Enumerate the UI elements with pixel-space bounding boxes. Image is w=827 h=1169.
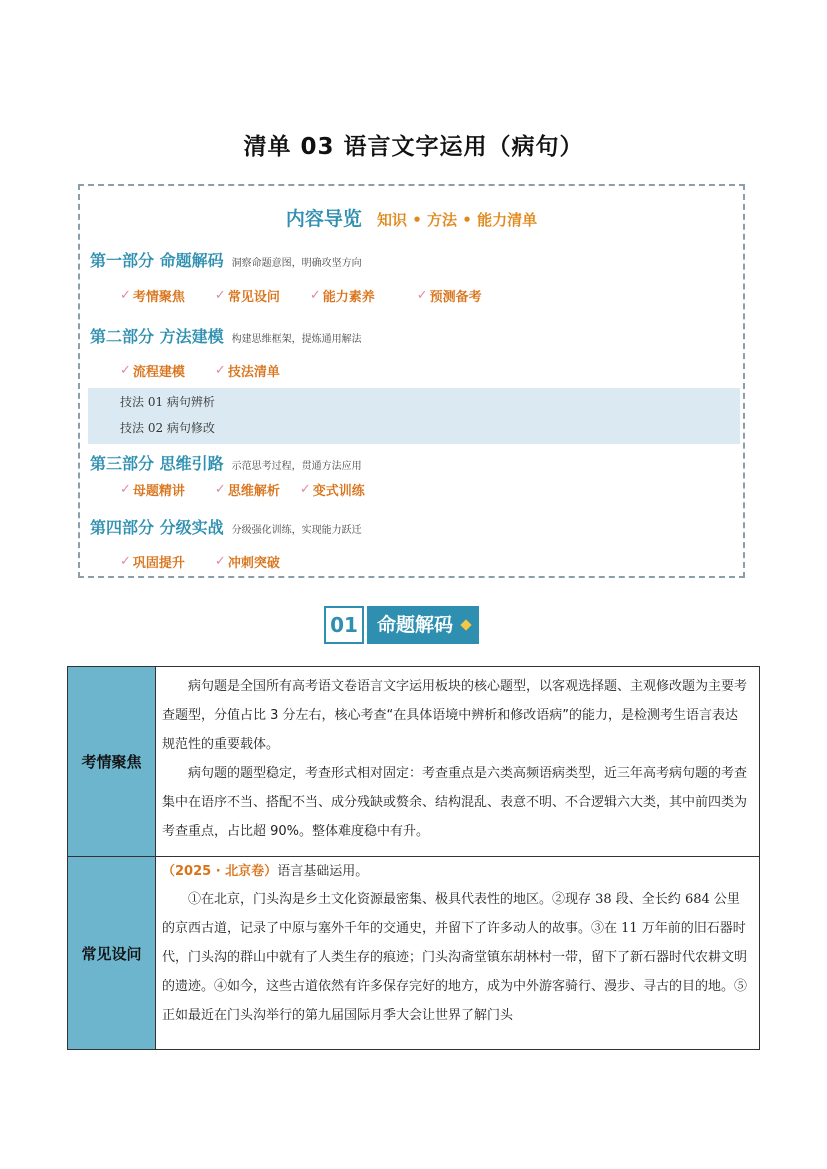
- check-icon: ✓: [120, 363, 131, 378]
- question-source: [162, 859, 749, 885]
- nav-item[interactable]: ✓ 常见设问: [214, 288, 280, 305]
- table-row: [68, 857, 760, 1050]
- overview-heading: [80, 204, 743, 231]
- part-3-desc: 示范思考过程，贯通方法应用: [231, 461, 362, 472]
- nav-item[interactable]: ✓ 变式训练: [299, 482, 365, 499]
- row-header: 考情聚焦: [68, 667, 156, 857]
- paragraph: 病句题的题型稳定，考查形式相对固定：考查重点是六类高频语病类型，近三年高考病句题的考查集中在语序不当、搭配不当、成分残缺或赘余、结构混乱、表意不明、不合逻辑六大类，其中前四类为考查重点，占比超 90%。整体难度稳中有升。: [162, 766, 748, 839]
- part-1-desc: 洞察命题意图，明确攻坚方向: [231, 258, 362, 269]
- nav-item[interactable]: ✓ 思维解析: [214, 482, 280, 499]
- nav-item[interactable]: ✓ 能力素养: [309, 288, 375, 305]
- part-3-items: [120, 480, 395, 499]
- skill-item[interactable]: 技法 02 病句修改: [120, 421, 215, 435]
- part-2-desc: 构建思维框架，提炼通用解法: [231, 334, 362, 345]
- part-1-name: 第一部分 命题解码: [90, 251, 224, 270]
- check-icon: ✓: [120, 482, 131, 497]
- nav-item[interactable]: ✓ 流程建模: [120, 363, 185, 380]
- question-stem: 语言基础运用。: [277, 864, 369, 879]
- nav-item[interactable]: ✓ 母题精讲: [120, 482, 185, 499]
- part-4: [90, 515, 362, 538]
- section-label: 命题解码: [367, 606, 479, 644]
- table-row: [68, 667, 760, 857]
- passage-text: ①在北京，门头沟是乡土文化资源最密集、极具代表性的地区。②现存 38 段、全长约 684 公里的京西古道，记录了中原与塞外千年的交通史，并留下了许多动人的故事。③在 11 万年前的旧石器时代，门头沟的群山中就有了人类生存的痕迹；门头沟斋堂镇东胡林村一带，留下了新石器时代农耕文明的遗迹。④如今，这些古道依然有许多保存完好的地方，成为中外游客骑行、漫步、寻古的目的地。⑤正如最近在门头沟举行的第九届国际月季大会让世界了解门头: [162, 892, 748, 1023]
- nav-item[interactable]: ✓ 巩固提升: [120, 554, 185, 571]
- part-3-name: 第三部分 思维引路: [90, 454, 224, 473]
- row-content: [156, 667, 760, 857]
- section-badge: [324, 606, 479, 644]
- nav-item[interactable]: ✓ 考情聚焦: [120, 288, 185, 305]
- part-3: [90, 451, 362, 474]
- overview-subtitle: 知识 • 方法 • 能力清单: [377, 211, 538, 229]
- part-1: [90, 248, 362, 271]
- part-2: [90, 324, 362, 347]
- overview-title: 内容导览: [285, 208, 362, 230]
- check-icon: ✓: [214, 482, 226, 497]
- skills-list: [88, 388, 740, 444]
- check-icon: ✓: [120, 288, 131, 303]
- nav-item[interactable]: ✓ 技法清单: [214, 363, 280, 380]
- part-4-name: 第四部分 分级实战: [90, 518, 224, 537]
- check-icon: ✓: [214, 363, 226, 378]
- row-content: [156, 857, 760, 1050]
- page-title: 清单 03 语言文字运用（病句）: [243, 134, 584, 160]
- check-icon: ✓: [416, 288, 428, 303]
- content-overview-box: [78, 184, 745, 578]
- part-2-name: 第二部分 方法建模: [90, 327, 224, 346]
- row-header: 常见设问: [68, 857, 156, 1050]
- skill-item[interactable]: 技法 01 病句辨析: [120, 395, 215, 409]
- part-1-items: [120, 286, 512, 305]
- check-icon: ✓: [120, 554, 131, 569]
- nav-item[interactable]: ✓ 预测备考: [416, 288, 482, 305]
- check-icon: ✓: [299, 482, 311, 497]
- check-icon: ✓: [214, 554, 226, 569]
- part-4-desc: 分级强化训练，实现能力跃迁: [231, 525, 362, 536]
- check-icon: ✓: [309, 288, 321, 303]
- content-table: [67, 666, 760, 1050]
- section-number: 01: [324, 606, 364, 644]
- check-icon: ✓: [214, 288, 226, 303]
- part-2-items: [120, 361, 310, 380]
- nav-item[interactable]: ✓ 冲刺突破: [214, 554, 280, 571]
- part-4-items: [120, 552, 310, 571]
- diamond-icon: [460, 619, 471, 630]
- exam-tag: （2025 · 北京卷）: [162, 864, 278, 879]
- paragraph: 病句题是全国所有高考语文卷语言文字运用板块的核心题型，以客观选择题、主观修改题为主要考查题型，分值占比 3 分左右，核心考查“在具体语境中辨析和修改语病”的能力，是检测考生语言表达规范性的重要载体。: [162, 679, 748, 752]
